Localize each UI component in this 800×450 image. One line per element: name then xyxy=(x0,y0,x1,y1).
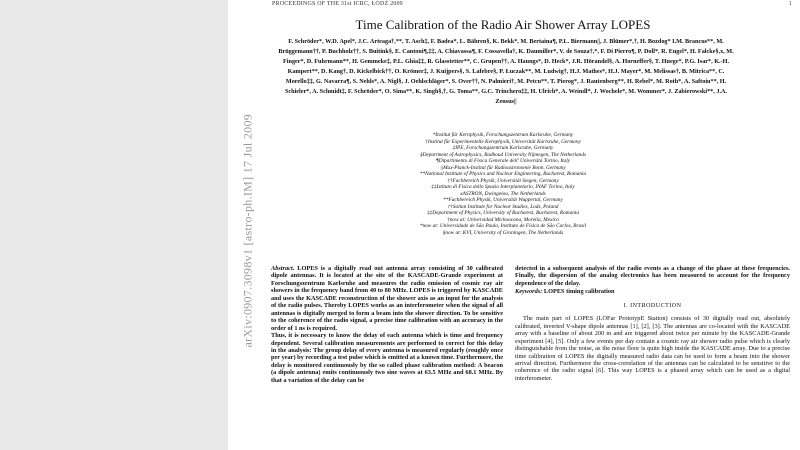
arxiv-sidebar xyxy=(228,0,258,450)
affiliation: §now at: KVI, University of Groningen, The Netherlands xyxy=(442,229,564,236)
abstract-column xyxy=(271,265,503,384)
running-header xyxy=(272,1,792,7)
abstract-continuation: detected in a subsequent analysis of the radio events as a change of the phase at these frequencies. Finally, the dispersion of the analog electronics has been measured to account for the frequency dependence of the delay. xyxy=(515,265,790,287)
running-head: PROCEEDINGS OF THE 31st ICRC, ŁÓDŹ 2009 xyxy=(272,1,403,7)
keywords-label: Keywords: xyxy=(515,288,543,296)
affiliation: ‡‡Department of Physics, University of Bucharest, Bucharest, Romania xyxy=(426,210,579,216)
intro-paragraph: The main part of LOPES (LOFar PrototypE Station) consists of 30 digitally read out, absolutely calibrated, inverted V-shape dipole antennas [1], [2], [3]. The antennas are co-located with the KASCADE array with a baseline of about 200 m and are triggered about twice per minute by the KASCADE-Grande experiment [4], [5]. Only a few events per day contain a cosmic ray air shower radio pulse which is clearly distinguishable from the noise, as the noise floor is quite high inside the KASCADE array. Due to a precise time calibration of LOPES the digitally measured radio data can be used to form a beam into the shower arrival direction. Furthermore the cross-correlation of the antennas can be calculated to be sensitive to the coherence of the radio signal [6]. This way LOPES is a phased array which can be used as a digital interferometer. xyxy=(515,315,790,382)
right-column xyxy=(515,265,790,382)
keywords: LOPES timing calibration xyxy=(543,288,615,296)
affiliation: ††Soltan Institute for Nuclear Studies, Lodz, Poland xyxy=(447,203,559,210)
affiliation: ‡IPE, Forschungszentrum Karlsruhe, Germany xyxy=(452,145,554,151)
intro-body xyxy=(515,315,790,382)
affiliation: *Institut für Kernphysik, Forschungszentrum Karlsruhe, Germany xyxy=(432,132,574,138)
affiliation: **National Institute of Physics and Nuclear Engineering, Bucharest, Romania xyxy=(419,171,587,177)
affiliations xyxy=(288,132,718,236)
arxiv-stamp[interactable]: arXiv:0907.3098v1 [astro-ph.IM] 17 Jul 2009 xyxy=(240,113,255,348)
affiliation: ‡‡Istituto di Fisica dello Spazio Interplanetario, INAF Torino, Italy xyxy=(431,184,575,190)
affiliation: §Department of Astrophysics, Radboud University Nijmegen, The Netherlands xyxy=(419,151,587,158)
affiliation: xASTRON, Dwingeloo, The Netherlands xyxy=(460,190,546,197)
page-number: 1 xyxy=(788,1,792,7)
abstract-label: Abstract. xyxy=(271,265,295,272)
keywords-line xyxy=(515,288,790,295)
section-heading: I. INTRODUCTION xyxy=(623,302,682,309)
affiliation: †Institut für Experimentelle Kernphysik, Universität Karlsruhe, Germany xyxy=(425,138,581,145)
affiliation: *now at: Universidade de São Paulo, Instituto de Física de São Carlos, Brasil xyxy=(419,223,587,229)
affiliation: †now at: Universidad Michoacana, Morelia, Mexico xyxy=(447,216,559,223)
paper-page xyxy=(228,0,800,450)
affiliation: ||Max-Planck-Institut für Radioastronomie Bonn, Germany xyxy=(440,164,566,171)
paper-title: Time Calibration of the Radio Air Shower Array LOPES xyxy=(355,17,651,32)
abstract-text: LOPES is a digitally read out antenna array consisting of 30 calibrated dipole antennas. It is located at the site of the KASCADE-Grande experiment at Forschungszentrum Karlsruhe and measures the radio emission of cosmic ray air showers in the frequency band from 40 to 80 MHz. LOPES is triggered by KASCADE and uses the KASCADE reconstruction of the shower axis as an input for the analysis of the radio pulses. Thereby LOPES works as an interferometer when the signal of all antennas is digitally merged to form a beam into the shower direction. To be sensitive to the coherence of the radio signal, a precise time calibration with an accuracy in the order of 1 ns is required. xyxy=(271,265,504,332)
affiliation: ††Fachbereich Physik, Universität Siegen, Germany xyxy=(447,177,559,184)
author-list: F. Schröder*, W.D. Apel*, J.C. Arteaga†,**, T. Asch‡, F. Badea*, L. Bähren§, K. Bekk*, M. Bertaina¶, P.L. Biermann||, J. Blümer*,†, H. Bozdog* I.M. Brancus**, M. Brüggemann††, P. Buchholz††, S. Buitink§, E. Cantoni¶,‡‡, A. Chiavassa¶, F. Cossavella†, K. Daumiller*, V. de Souza†,*, F. Di Pierro¶, P. Doll*, R. Engel*, H. Falcke§,x, M. Finger*, D. Fuhrmann**, H. Gemmeke‡, P.L. Ghia‡‡, R. Glasstetter**, C. Grupen††, A. Haungs*, D. Heck*, J.R. Hörandel§, A. Horneffer§, T. Huege*, P.G. Isar*, K.-H. Kampert**, D. Kang†, D. Kickelbick††, O. Krömer‡, J. Kuijpers§, S. Lafebre§, P. Łuczak**, M. Ludwig†, H.J. Mathes*, H.J. Mayer*, M. Melissas†, B. Mitrica**, C. Morello‡‡, G. Navarra¶, S. Nehls*, A. Nigl§, J. Oehlschläger*, S. Over††, N. Palmieri†, M. Petcu**, T. Pierog*, J. Rautenberg**, H. Rebel*, M. Roth*, A. Saftoiu**, H. Schieler*, A. Schmidt‡, F. Schröder*, O. Sima**, K. Singh§,†, G. Toma**, G.C. Trinchero‡‡, H. Ulrich*, A. Weindl*, J. Wochele*, M. Wommer*, J. Zabierowski**, J.A. Zensus|| xyxy=(278,38,734,105)
affiliation: **Fachbereich Physik, Universität Wuppertal, Germany xyxy=(443,197,563,203)
affiliation: ¶Dipartimento di Fisica Generale dell' Università Torino, Italy xyxy=(435,158,571,164)
abstract-text-continued: Thus, it is necessary to know the delay of each antenna which is time and frequency dependent. Several calibration measurements are performed to correct for this delay in the analysis: The group delay of every antenna is measured regularly (roughly once per year) by recording a test pulse which is emitted at a known time. Furthermore, the delay is monitored continuously by the so called phase calibration method: A beacon (a dipole antenna) emits continuously two sine waves at 63.5 MHz and 68.1 MHz. By that a variation of the delay can be xyxy=(271,332,503,384)
